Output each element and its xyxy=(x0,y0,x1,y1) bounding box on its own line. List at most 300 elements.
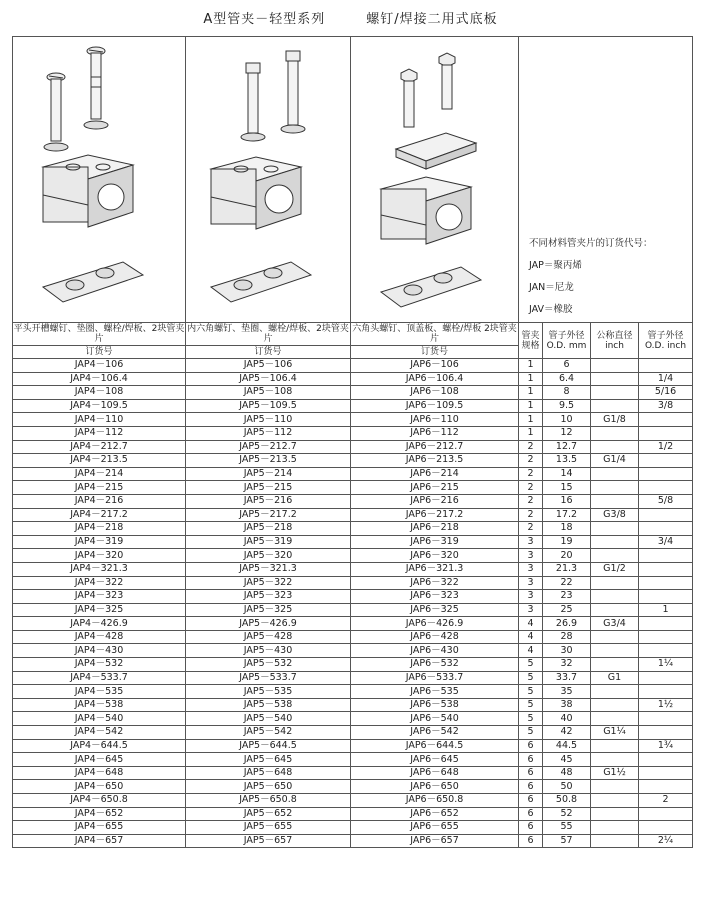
order-no-hex-socket-cell: JAP5－542 xyxy=(186,726,351,740)
order-no-hex-socket-cell: JAP5－322 xyxy=(186,576,351,590)
nominal-size-cell xyxy=(591,685,639,699)
order-no-hex-head-cell: JAP6－106.4 xyxy=(351,372,519,386)
order-no-hex-head-cell: JAP6－657 xyxy=(351,834,519,848)
nominal-size-cell xyxy=(591,658,639,672)
nominal-size-cell xyxy=(591,698,639,712)
material-legend-cell xyxy=(519,37,693,323)
nominal-size-cell: G3/8 xyxy=(591,508,639,522)
order-no-slotted-cell: JAP4－320 xyxy=(13,549,186,563)
od-mm-cell: 30 xyxy=(543,644,591,658)
order-no-hex-head-cell: JAP6－321.3 xyxy=(351,562,519,576)
order-no-slotted-cell: JAP4－428 xyxy=(13,630,186,644)
order-no-hex-socket-cell: JAP5－216 xyxy=(186,494,351,508)
nominal-size-cell: G1/2 xyxy=(591,562,639,576)
od-inch-cell xyxy=(639,712,693,726)
order-no-hex-head-cell: JAP6－106 xyxy=(351,359,519,373)
nominal-size-cell: G1/8 xyxy=(591,413,639,427)
order-no-hex-socket-cell: JAP5－540 xyxy=(186,712,351,726)
order-no-hex-socket-cell: JAP5－321.3 xyxy=(186,562,351,576)
order-no-hex-head-cell: JAP6－218 xyxy=(351,522,519,536)
table-row xyxy=(13,644,693,658)
od-mm-cell: 50 xyxy=(543,780,591,794)
order-no-slotted-cell: JAP4－430 xyxy=(13,644,186,658)
order-no-hex-socket-cell: JAP5－650 xyxy=(186,780,351,794)
od-inch-cell xyxy=(639,481,693,495)
order-no-hex-socket-cell: JAP5－648 xyxy=(186,766,351,780)
od-mm-cell: 6 xyxy=(543,359,591,373)
order-no-hex-socket-cell: JAP5－533.7 xyxy=(186,671,351,685)
clamp-illustration-hex-socket xyxy=(186,37,351,323)
nominal-size-cell xyxy=(591,372,639,386)
od-mm-cell: 33.7 xyxy=(543,671,591,685)
od-inch-cell: 1¼ xyxy=(639,658,693,672)
table-row xyxy=(13,386,693,400)
nominal-size-cell: G1/4 xyxy=(591,454,639,468)
order-no-slotted-cell: JAP4－540 xyxy=(13,712,186,726)
od-inch-cell xyxy=(639,426,693,440)
od-inch-cell xyxy=(639,807,693,821)
legend-item xyxy=(529,321,653,323)
order-no-slotted-cell: JAP4－426.9 xyxy=(13,617,186,631)
clamp-size-cell: 5 xyxy=(519,712,543,726)
clamp-size-cell: 5 xyxy=(519,698,543,712)
od-mm-cell: 22 xyxy=(543,576,591,590)
od-mm-cell: 32 xyxy=(543,658,591,672)
order-no-hex-socket-cell: JAP5－645 xyxy=(186,753,351,767)
order-no-hex-socket-cell: JAP5－323 xyxy=(186,590,351,604)
clamp-size-cell: 6 xyxy=(519,821,543,835)
table-row xyxy=(13,359,693,373)
od-mm-cell: 57 xyxy=(543,834,591,848)
od-inch-cell: 2¼ xyxy=(639,834,693,848)
od-mm-cell: 12 xyxy=(543,426,591,440)
od-mm-cell: 16 xyxy=(543,494,591,508)
od-mm-cell: 9.5 xyxy=(543,399,591,413)
table-row xyxy=(13,372,693,386)
legend-item: JAV＝橡胶 xyxy=(529,304,573,315)
order-no-slotted-cell: JAP4－652 xyxy=(13,807,186,821)
od-mm-cell: 48 xyxy=(543,766,591,780)
nominal-size-cell xyxy=(591,359,639,373)
od-inch-cell xyxy=(639,726,693,740)
order-no-slotted-cell: JAP4－321.3 xyxy=(13,562,186,576)
od-mm-cell: 40 xyxy=(543,712,591,726)
table-row xyxy=(13,739,693,753)
order-no-slotted-cell: JAP4－542 xyxy=(13,726,186,740)
order-no-slotted-cell: JAP4－217.2 xyxy=(13,508,186,522)
order-no-hex-head-cell: JAP6－217.2 xyxy=(351,508,519,522)
order-no-hex-socket-cell: JAP5－212.7 xyxy=(186,440,351,454)
clamp-size-cell: 4 xyxy=(519,644,543,658)
clamp-size-cell: 1 xyxy=(519,372,543,386)
order-no-hex-socket-cell: JAP5－217.2 xyxy=(186,508,351,522)
order-no-hex-socket-cell: JAP5－319 xyxy=(186,535,351,549)
order-no-slotted-cell: JAP4－218 xyxy=(13,522,186,536)
order-no-hex-head-cell: JAP6－110 xyxy=(351,413,519,427)
od-inch-cell xyxy=(639,467,693,481)
table-row xyxy=(13,794,693,808)
table-row xyxy=(13,685,693,699)
od-mm-cell: 26.9 xyxy=(543,617,591,631)
clamp-size-cell: 1 xyxy=(519,399,543,413)
table-row xyxy=(13,834,693,848)
clamp-size-cell: 3 xyxy=(519,603,543,617)
clamp-size-cell: 6 xyxy=(519,753,543,767)
order-no-hex-socket-cell: JAP5－109.5 xyxy=(186,399,351,413)
table-row xyxy=(13,603,693,617)
od-inch-cell xyxy=(639,644,693,658)
table-row xyxy=(13,549,693,563)
order-no-hex-head-cell: JAP6－538 xyxy=(351,698,519,712)
od-inch-cell: 2 xyxy=(639,794,693,808)
order-no-hex-head-cell: JAP6－426.9 xyxy=(351,617,519,631)
clamp-size-cell: 2 xyxy=(519,440,543,454)
order-no-slotted-cell: JAP4－319 xyxy=(13,535,186,549)
order-no-hex-head-cell: JAP6－212.7 xyxy=(351,440,519,454)
table-row xyxy=(13,535,693,549)
order-no-hex-head-cell: JAP6－108 xyxy=(351,386,519,400)
order-no-hex-socket-cell: JAP5－657 xyxy=(186,834,351,848)
od-inch-cell xyxy=(639,617,693,631)
order-no-hex-head-cell: JAP6－112 xyxy=(351,426,519,440)
order-no-slotted-cell: JAP4－532 xyxy=(13,658,186,672)
clamp-size-cell: 1 xyxy=(519,413,543,427)
table-row xyxy=(13,726,693,740)
table-row xyxy=(13,508,693,522)
order-no-hex-head-cell: JAP6－213.5 xyxy=(351,454,519,468)
clamp-size-cell: 4 xyxy=(519,630,543,644)
nominal-size-cell xyxy=(591,535,639,549)
clamp-size-cell: 2 xyxy=(519,508,543,522)
od-inch-cell xyxy=(639,630,693,644)
od-mm-cell: 28 xyxy=(543,630,591,644)
od-inch-cell: 1 xyxy=(639,603,693,617)
table-row xyxy=(13,413,693,427)
nominal-size-cell xyxy=(591,630,639,644)
od-mm-cell: 23 xyxy=(543,590,591,604)
order-no-slotted-cell: JAP4－212.7 xyxy=(13,440,186,454)
order-no-hex-head-cell: JAP6－655 xyxy=(351,821,519,835)
order-no-slotted-cell: JAP4－645 xyxy=(13,753,186,767)
order-no-hex-socket-cell: JAP5－428 xyxy=(186,630,351,644)
clamp-size-cell: 5 xyxy=(519,726,543,740)
clamp-size-cell: 1 xyxy=(519,426,543,440)
order-no-hex-head-cell: JAP6－214 xyxy=(351,467,519,481)
od-mm-header: 管子外径 O.D. mm xyxy=(543,323,591,359)
nominal-size-cell xyxy=(591,522,639,536)
order-no-slotted-cell: JAP4－648 xyxy=(13,766,186,780)
order-no-hex-head-cell: JAP6－533.7 xyxy=(351,671,519,685)
od-mm-cell: 44.5 xyxy=(543,739,591,753)
order-no-hex-head-cell: JAP6－542 xyxy=(351,726,519,740)
col1-header: 平头开槽螺钉、垫圈、螺栓/焊板、2块管夹片 xyxy=(13,324,185,344)
nominal-size-cell xyxy=(591,440,639,454)
od-inch-cell xyxy=(639,549,693,563)
order-no-slotted-cell: JAP4－213.5 xyxy=(13,454,186,468)
clamp-size-cell: 6 xyxy=(519,807,543,821)
clamp-size-cell: 4 xyxy=(519,617,543,631)
table-row xyxy=(13,671,693,685)
table-row xyxy=(13,617,693,631)
od-inch-cell xyxy=(639,753,693,767)
od-mm-cell: 42 xyxy=(543,726,591,740)
od-inch-cell xyxy=(639,508,693,522)
order-no-slotted-cell: JAP4－106 xyxy=(13,359,186,373)
order-no-hex-head-cell: JAP6－650 xyxy=(351,780,519,794)
table-row xyxy=(13,821,693,835)
nominal-size-cell: G1½ xyxy=(591,766,639,780)
od-inch-cell xyxy=(639,562,693,576)
order-no-slotted-cell: JAP4－106.4 xyxy=(13,372,186,386)
od-inch-cell: 3/4 xyxy=(639,535,693,549)
order-no-hex-socket-cell: JAP5－110 xyxy=(186,413,351,427)
od-inch-cell xyxy=(639,576,693,590)
order-no-hex-head-cell: JAP6－540 xyxy=(351,712,519,726)
order-no-hex-head-cell: JAP6－325 xyxy=(351,603,519,617)
table-row xyxy=(13,807,693,821)
clamp-size-cell: 3 xyxy=(519,576,543,590)
nominal-size-cell: G1¼ xyxy=(591,726,639,740)
order-no-hex-head-cell: JAP6－535 xyxy=(351,685,519,699)
od-mm-cell: 50.8 xyxy=(543,794,591,808)
table-row xyxy=(13,712,693,726)
clamp-size-cell: 2 xyxy=(519,467,543,481)
table-row xyxy=(13,766,693,780)
order-no-hex-socket-cell: JAP5－108 xyxy=(186,386,351,400)
nominal-size-cell xyxy=(591,807,639,821)
table-row xyxy=(13,562,693,576)
order-no-hex-head-cell: JAP6－650.8 xyxy=(351,794,519,808)
od-inch-cell: 1/4 xyxy=(639,372,693,386)
table-row xyxy=(13,467,693,481)
order-no-slotted-cell: JAP4－325 xyxy=(13,603,186,617)
od-mm-cell: 25 xyxy=(543,603,591,617)
order-no-slotted-cell: JAP4－650.8 xyxy=(13,794,186,808)
order-no-slotted-cell: JAP4－215 xyxy=(13,481,186,495)
od-mm-cell: 12.7 xyxy=(543,440,591,454)
od-mm-cell: 8 xyxy=(543,386,591,400)
od-mm-cell: 14 xyxy=(543,467,591,481)
material-legend xyxy=(529,233,653,323)
order-no-slotted-cell: JAP4－110 xyxy=(13,413,186,427)
od-inch-cell xyxy=(639,766,693,780)
clamp-size-cell: 2 xyxy=(519,481,543,495)
od-inch-cell: 1/2 xyxy=(639,440,693,454)
order-no-hex-socket-cell: JAP5－426.9 xyxy=(186,617,351,631)
page-title: A型管夹－轻型系列 螺钉/焊接二用式底板 xyxy=(203,12,498,27)
table-row xyxy=(13,630,693,644)
order-no-slotted-cell: JAP4－112 xyxy=(13,426,186,440)
order-no-header: 订货号 xyxy=(186,346,351,359)
clamp-size-cell: 6 xyxy=(519,766,543,780)
od-inch-cell xyxy=(639,454,693,468)
order-no-slotted-cell: JAP4－322 xyxy=(13,576,186,590)
order-no-hex-socket-cell: JAP5－214 xyxy=(186,467,351,481)
clamp-size-cell: 6 xyxy=(519,780,543,794)
od-mm-cell: 55 xyxy=(543,821,591,835)
order-no-hex-head-cell: JAP6－430 xyxy=(351,644,519,658)
clamp-size-cell: 5 xyxy=(519,685,543,699)
table-row xyxy=(13,399,693,413)
order-no-hex-socket-cell: JAP5－650.8 xyxy=(186,794,351,808)
order-no-hex-head-cell: JAP6－652 xyxy=(351,807,519,821)
nominal-size-cell xyxy=(591,399,639,413)
order-no-hex-socket-cell: JAP5－320 xyxy=(186,549,351,563)
clamp-size-cell: 2 xyxy=(519,522,543,536)
order-no-hex-socket-cell: JAP5－112 xyxy=(186,426,351,440)
clamp-size-cell: 3 xyxy=(519,535,543,549)
clamp-size-cell: 3 xyxy=(519,549,543,563)
od-inch-cell: 1½ xyxy=(639,698,693,712)
table-row xyxy=(13,494,693,508)
od-inch-cell xyxy=(639,821,693,835)
clamp-size-cell: 5 xyxy=(519,671,543,685)
legend-item: JAN＝尼龙 xyxy=(529,282,574,293)
od-inch-cell: 5/8 xyxy=(639,494,693,508)
order-no-hex-socket-cell: JAP5－218 xyxy=(186,522,351,536)
od-mm-cell: 10 xyxy=(543,413,591,427)
pipe-clamp-table xyxy=(12,36,693,848)
table-row xyxy=(13,454,693,468)
od-mm-cell: 15 xyxy=(543,481,591,495)
order-no-hex-head-cell: JAP6－215 xyxy=(351,481,519,495)
order-no-hex-head-cell: JAP6－319 xyxy=(351,535,519,549)
od-inch-cell xyxy=(639,685,693,699)
nominal-size-cell: G1 xyxy=(591,671,639,685)
od-inch-cell xyxy=(639,413,693,427)
order-no-slotted-cell: JAP4－323 xyxy=(13,590,186,604)
order-no-hex-head-cell: JAP6－644.5 xyxy=(351,739,519,753)
nominal-size-cell xyxy=(591,780,639,794)
order-no-slotted-cell: JAP4－108 xyxy=(13,386,186,400)
nominal-size-cell xyxy=(591,549,639,563)
od-inch-cell xyxy=(639,671,693,685)
nominal-size-cell: G3/4 xyxy=(591,617,639,631)
nominal-size-cell xyxy=(591,386,639,400)
table-row xyxy=(13,426,693,440)
order-no-slotted-cell: JAP4－533.7 xyxy=(13,671,186,685)
order-no-hex-socket-cell: JAP5－652 xyxy=(186,807,351,821)
order-no-slotted-cell: JAP4－109.5 xyxy=(13,399,186,413)
order-no-slotted-cell: JAP4－535 xyxy=(13,685,186,699)
order-no-hex-socket-cell: JAP5－215 xyxy=(186,481,351,495)
od-mm-cell: 17.2 xyxy=(543,508,591,522)
nominal-size-cell xyxy=(591,603,639,617)
od-mm-cell: 35 xyxy=(543,685,591,699)
table-row xyxy=(13,698,693,712)
order-no-hex-socket-cell: JAP5－644.5 xyxy=(186,739,351,753)
order-no-slotted-cell: JAP4－650 xyxy=(13,780,186,794)
order-no-hex-socket-cell: JAP5－106.4 xyxy=(186,372,351,386)
nominal-size-cell xyxy=(591,712,639,726)
clamp-size-cell: 6 xyxy=(519,834,543,848)
clamp-size-cell: 3 xyxy=(519,590,543,604)
table-row xyxy=(13,658,693,672)
table-row xyxy=(13,780,693,794)
nominal-size-cell xyxy=(591,644,639,658)
order-no-header: 订货号 xyxy=(351,346,519,359)
clamp-size-cell: 2 xyxy=(519,494,543,508)
nominal-size-cell xyxy=(591,590,639,604)
order-no-slotted-cell: JAP4－657 xyxy=(13,834,186,848)
order-no-hex-head-cell: JAP6－320 xyxy=(351,549,519,563)
od-mm-cell: 52 xyxy=(543,807,591,821)
nominal-size-cell xyxy=(591,426,639,440)
clamp-illustration-slotted xyxy=(13,37,186,323)
legend-title: 不同材料管夹片的订货代号： xyxy=(529,238,653,249)
od-inch-cell: 1¾ xyxy=(639,739,693,753)
od-mm-cell: 20 xyxy=(543,549,591,563)
order-no-hex-head-cell: JAP6－645 xyxy=(351,753,519,767)
order-no-hex-socket-cell: JAP5－655 xyxy=(186,821,351,835)
col3-header: 六角头螺钉、顶盖板、螺栓/焊板 2块管夹片 xyxy=(352,324,517,344)
clamp-size-cell: 6 xyxy=(519,794,543,808)
table-row xyxy=(13,481,693,495)
order-no-hex-socket-cell: JAP5－106 xyxy=(186,359,351,373)
nominal-size-cell xyxy=(591,739,639,753)
col2-header: 内六角螺钉、垫圈、螺栓/焊板、2块管夹片 xyxy=(187,324,349,344)
order-no-hex-socket-cell: JAP5－532 xyxy=(186,658,351,672)
od-inch-cell xyxy=(639,780,693,794)
order-no-hex-socket-cell: JAP5－535 xyxy=(186,685,351,699)
order-no-hex-head-cell: JAP6－648 xyxy=(351,766,519,780)
order-no-slotted-cell: JAP4－538 xyxy=(13,698,186,712)
od-inch-header: 管子外径 O.D. inch xyxy=(639,323,693,359)
order-no-slotted-cell: JAP4－216 xyxy=(13,494,186,508)
order-no-hex-socket-cell: JAP5－325 xyxy=(186,603,351,617)
order-no-slotted-cell: JAP4－655 xyxy=(13,821,186,835)
clamp-illustration-hex-head xyxy=(351,37,519,323)
nominal-size-cell xyxy=(591,481,639,495)
order-no-hex-head-cell: JAP6－323 xyxy=(351,590,519,604)
nominal-size-cell xyxy=(591,494,639,508)
od-mm-cell: 18 xyxy=(543,522,591,536)
order-no-hex-socket-cell: JAP5－430 xyxy=(186,644,351,658)
clamp-size-cell: 3 xyxy=(519,562,543,576)
nominal-size-cell xyxy=(591,821,639,835)
od-inch-cell: 3/8 xyxy=(639,399,693,413)
clamp-size-cell: 6 xyxy=(519,739,543,753)
od-mm-cell: 19 xyxy=(543,535,591,549)
table-row xyxy=(13,440,693,454)
order-no-hex-head-cell: JAP6－109.5 xyxy=(351,399,519,413)
order-no-hex-head-cell: JAP6－532 xyxy=(351,658,519,672)
nominal-size-cell xyxy=(591,834,639,848)
order-no-hex-head-cell: JAP6－428 xyxy=(351,630,519,644)
nominal-size-cell xyxy=(591,794,639,808)
size-header: 管夹规格 xyxy=(519,323,543,359)
clamp-size-cell: 2 xyxy=(519,454,543,468)
order-no-slotted-cell: JAP4－214 xyxy=(13,467,186,481)
order-no-hex-head-cell: JAP6－322 xyxy=(351,576,519,590)
nominal-size-cell xyxy=(591,576,639,590)
table-row xyxy=(13,576,693,590)
od-mm-cell: 21.3 xyxy=(543,562,591,576)
table-row xyxy=(13,522,693,536)
table-row xyxy=(13,753,693,767)
od-mm-cell: 38 xyxy=(543,698,591,712)
order-no-hex-head-cell: JAP6－216 xyxy=(351,494,519,508)
od-inch-cell xyxy=(639,590,693,604)
nominal-header: 公称直径 inch xyxy=(591,323,639,359)
order-no-hex-socket-cell: JAP5－213.5 xyxy=(186,454,351,468)
legend-item: JAP＝聚丙烯 xyxy=(529,260,582,271)
od-inch-cell: 5/16 xyxy=(639,386,693,400)
od-inch-cell xyxy=(639,359,693,373)
order-no-slotted-cell: JAP4－644.5 xyxy=(13,739,186,753)
od-mm-cell: 13.5 xyxy=(543,454,591,468)
clamp-size-cell: 1 xyxy=(519,386,543,400)
